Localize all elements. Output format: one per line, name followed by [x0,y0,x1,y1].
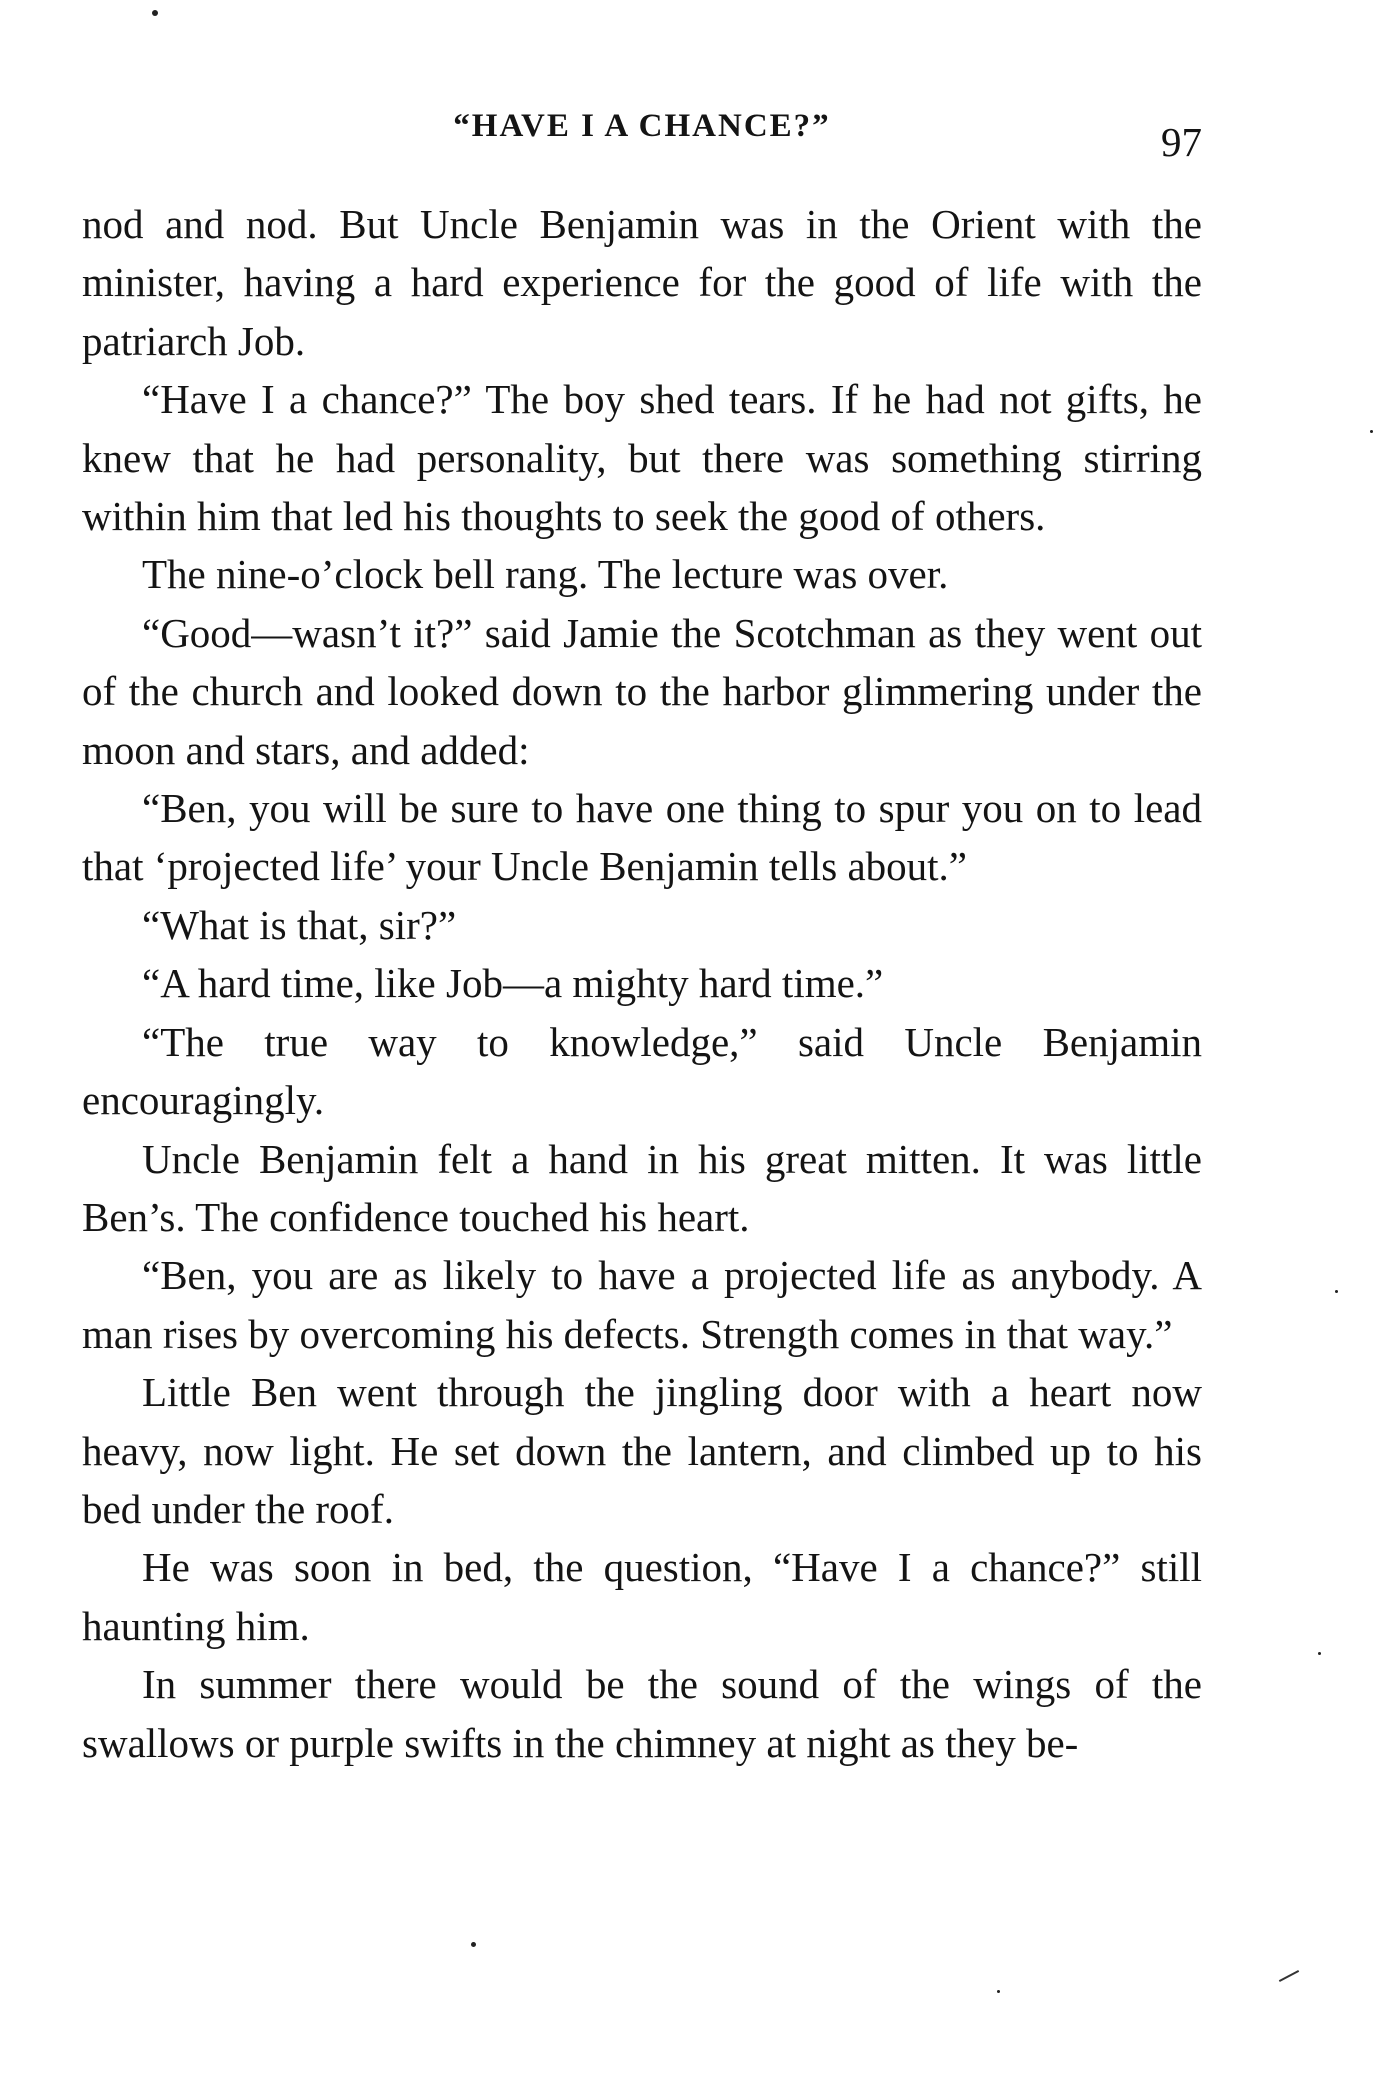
paragraph: nod and nod. But Uncle Benjamin was in the Orient with the minister, having a hard experience for the good of life with the patriarch Job. [82,201,1202,364]
paragraph: “Good—wasn’t it?” said Jamie the Scotchman as they went out of the church and looked down to the harbor glimmering under the moon and stars, and added: [82,609,1202,773]
margin-mark [1279,1970,1299,1982]
paragraph: “The true way to knowledge,” said Uncle Benjamin encouragingly. [82,1018,1202,1124]
paragraph: Uncle Benjamin felt a hand in his great mitten. It was little Ben’s. The confidence touched his heart. [82,1135,1202,1240]
body-text [82,195,1202,1772]
paragraph: Little Ben went through the jingling door with a heart now heavy, now light. He set down the lantern, and climbed up to his bed under the roof. [82,1369,1202,1532]
ink-speck [471,1942,476,1947]
page-header [82,100,1202,165]
paragraph: “What is that, sir?” [142,901,457,948]
paragraph: “Ben, you will be sure to have one thing to spur you on to lead that ‘projected life’ your Uncle Benjamin tells about.” [82,785,1202,890]
ink-speck [1318,1652,1321,1655]
ink-speck [997,1990,1000,1993]
ink-speck [1370,430,1373,433]
paragraph: He was soon in bed, the question, “Have I a chance?” still haunting him. [82,1544,1202,1649]
paragraph: “A hard time, like Job—a mighty hard time.” [142,960,884,1007]
paragraph: The nine-o’clock bell rang. The lecture was over. [142,551,949,598]
paragraph: “Have I a chance?” The boy shed tears. If he had not gifts, he knew that he had personality, but there was something stirring within him that led his thoughts to seek the good of others. [82,376,1202,540]
paragraph: “Ben, you are as likely to have a projected life as anybody. A man rises by overcoming his defects. Strength comes in that way.” [82,1252,1202,1357]
ink-speck [152,10,158,16]
paragraph: In summer there would be the sound of the wings of the swallows or purple swifts in the chimney at night as they be- [82,1661,1202,1766]
ink-speck [1335,1290,1338,1293]
running-title: “HAVE I A CHANCE?” [453,108,831,144]
page-number: 97 [1161,119,1202,165]
